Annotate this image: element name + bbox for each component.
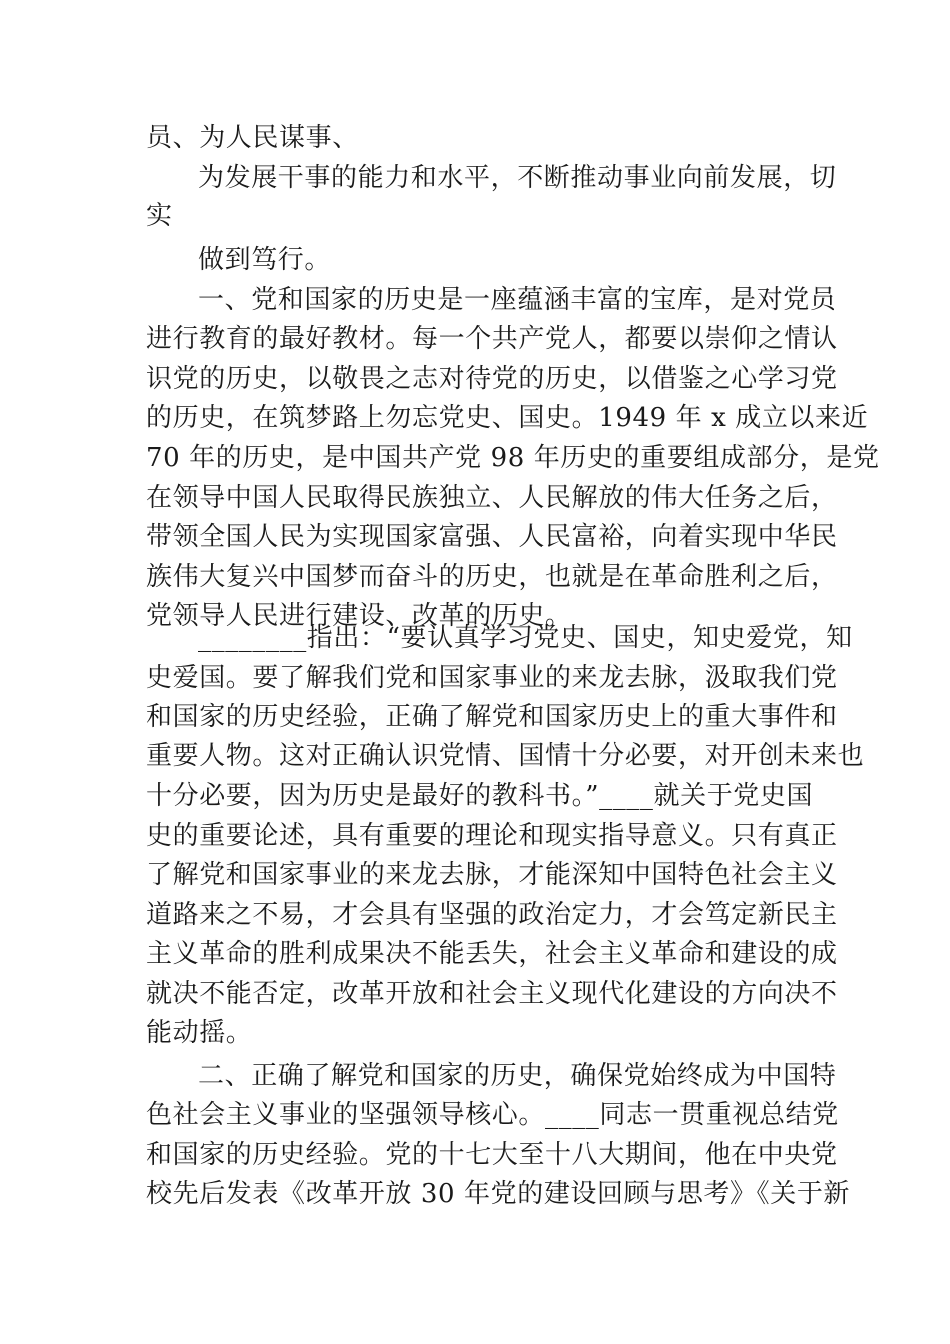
text-line: 员、为人民谋事、 [146, 123, 359, 153]
text-line: ________指出：“要认真学习党史、国史，知史爱党，知 [198, 623, 853, 653]
text-line: 族伟大复兴中国梦而奋斗的历史，也就是在革命胜利之后， [146, 562, 838, 592]
text-line: 做到笃行。 [198, 245, 332, 275]
text-line: 主义革命的胜利成果决不能丢失，社会主义革命和建设的成 [146, 939, 838, 969]
text-line: 色社会主义事业的坚强领导核心。____同志一贯重视总结党 [146, 1100, 839, 1130]
text-line: 史的重要论述，具有重要的理论和现实指导意义。只有真正 [146, 821, 838, 851]
text-line: 识党的历史，以敬畏之志对待党的历史，以借鉴之心学习党 [146, 364, 838, 394]
text-line: 带领全国人民为实现国家富强、人民富裕，向着实现中华民 [146, 522, 838, 552]
text-line: 道路来之不易，才会具有坚强的政治定力，才会笃定新民主 [146, 900, 838, 930]
text-line: 和国家的历史经验。党的十七大至十八大期间，他在中央党 [146, 1140, 838, 1170]
text-line: 能动摇。 [146, 1018, 253, 1048]
text-line: 就决不能否定，改革开放和社会主义现代化建设的方向决不 [146, 979, 838, 1009]
text-line: 的历史，在筑梦路上勿忘党史、国史。1949 年 x 成立以来近 [146, 403, 869, 433]
text-line: 和国家的历史经验，正确了解党和国家历史上的重大事件和 [146, 702, 838, 732]
text-line: 实 [146, 201, 173, 231]
text-line: 了解党和国家事业的来龙去脉，才能深知中国特色社会主义 [146, 860, 838, 890]
text-line: 一、党和国家的历史是一座蕴涵丰富的宝库，是对党员 [198, 285, 837, 315]
text-line: 在领导中国人民取得民族独立、人民解放的伟大任务之后， [146, 483, 838, 513]
text-line: 校先后发表《改革开放 30 年党的建设回顾与思考》《关于新 [146, 1179, 851, 1209]
text-line: 进行教育的最好教材。每一个共产党人，都要以崇仰之情认 [146, 324, 838, 354]
text-line: 重要人物。这对正确认识党情、国情十分必要，对开创未来也 [146, 741, 865, 771]
text-line: 党领导人民进行建设、改革的历史。 [146, 601, 572, 631]
text-line: 为发展干事的能力和水平，不断推动事业向前发展，切 [198, 163, 837, 193]
text-line: 70 年的历史，是中国共产党 98 年历史的重要组成部分，是党 [146, 443, 880, 473]
text-line: 史爱国。要了解我们党和国家事业的来龙去脉，汲取我们党 [146, 663, 838, 693]
text-line: 二、正确了解党和国家的历史，确保党始终成为中国特 [198, 1061, 837, 1091]
text-line: 十分必要，因为历史是最好的教科书。”____就关于党史国 [146, 781, 814, 811]
